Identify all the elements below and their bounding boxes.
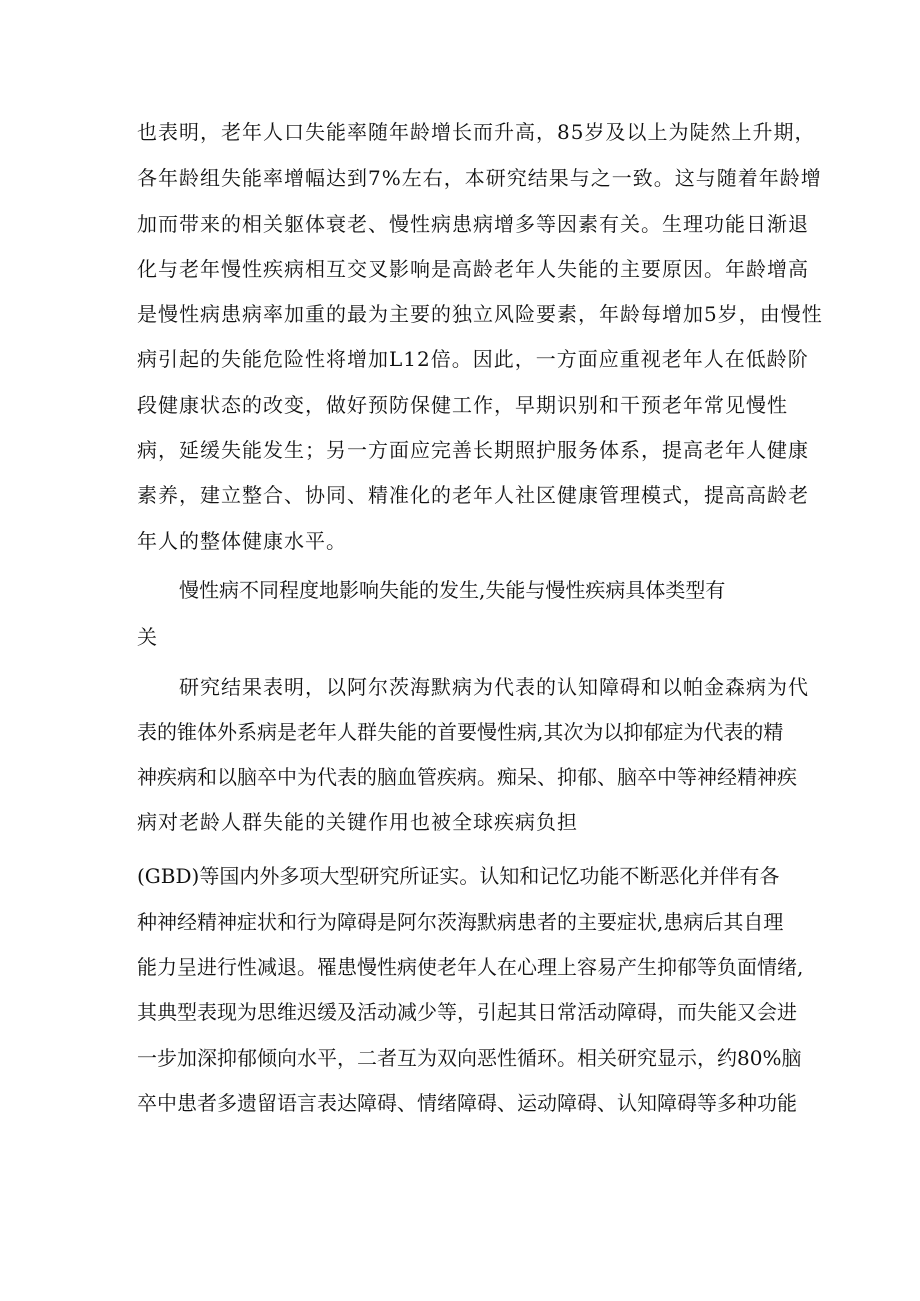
text-line: 各年龄组失能率增幅达到7%左右，本研究结果与之一致。这与随着年龄增 (137, 166, 822, 190)
text-line: 能力呈进行性减退。罹患慢性病使老年人在心理上容易产生抑郁等负面情绪, (137, 955, 804, 979)
text-line: 神疾病和以脑卒中为代表的脑血管疾病。痴呆、抑郁、脑卒中等神经精神疾 (137, 765, 797, 789)
text-line: 一步加深抑郁倾向水平，二者互为双向恶性循环。相关研究显示，约80%脑 (137, 1046, 802, 1070)
text-line: 研究结果表明，以阿尔茨海默病为代表的认知障碍和以帕金森病为代 (179, 675, 809, 699)
text-line: 素养，建立整合、协同、精准化的老年人社区健康管理模式，提高高龄老 (137, 483, 809, 507)
text-line: 病对老龄人群失能的关键作用也被全球疾病负担 (137, 810, 578, 834)
heading-line: 关 (137, 625, 158, 649)
text-line: 表的锥体外系病是老年人群失能的首要慢性病,其次为以抑郁症为代表的精 (137, 720, 784, 744)
text-line: 年人的整体健康水平。 (137, 529, 347, 553)
text-line: 加而带来的相关躯体衰老、慢性病患病增多等因素有关。生理功能日渐退 (137, 212, 809, 236)
text-line: 段健康状态的改变，做好预防保健工作，早期识别和干预老年常见慢性 (137, 393, 788, 417)
text-line: 卒中患者多遗留语言表达障碍、情绪障碍、运动障碍、认知障碍等多种功能 (137, 1091, 797, 1115)
text-line: 化与老年慢性疾病相互交叉影响是高龄老年人失能的主要原因。年龄增高 (137, 257, 809, 281)
text-line: 病，延缓失能发生；另一方面应完善长期照护服务体系，提高老年人健康 (137, 438, 809, 462)
text-line: 也表明，老年人口失能率随年龄增长而升高，85岁及以上为陡然上升期， (137, 120, 816, 144)
text-line: (GBD)等国内外多项大型研究所证实。认知和记忆功能不断恶化并伴有各 (137, 864, 780, 888)
text-line: 病引起的失能危险性将增加L12倍。因此，一方面应重视老年人在低龄阶 (137, 347, 809, 371)
text-line: 是慢性病患病率加重的最为主要的独立风险要素，年龄每增加5岁，由慢性 (137, 302, 823, 326)
heading-line: 慢性病不同程度地影响失能的发生,失能与慢性疾病具体类型有 (179, 578, 726, 602)
text-line: 其典型表现为思维迟缓及活动减少等，引起其日常活动障碍，而失能又会进 (137, 1000, 797, 1024)
text-line: 种神经精神症状和行为障碍是阿尔茨海默病患者的主要症状,患病后其自理 (137, 910, 784, 934)
